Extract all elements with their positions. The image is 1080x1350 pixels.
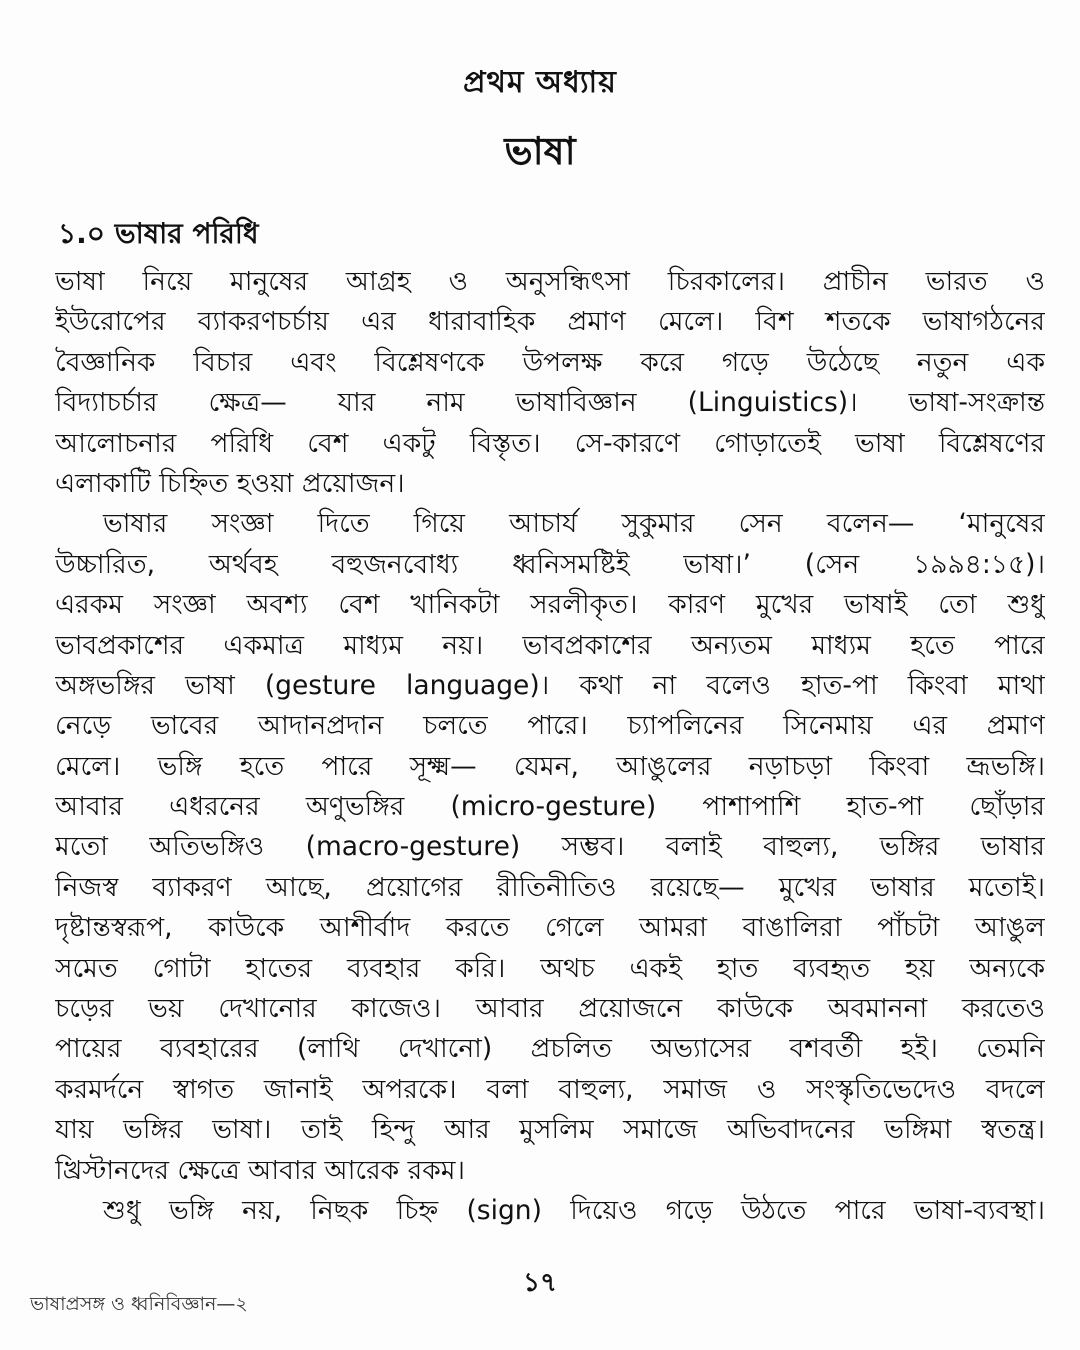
text-line: করমর্দনে স্বাগত জানাই অপরকে। বলা বাহুল্য, সমাজ ও সংস্কৃতিভেদেও বদলে xyxy=(55,1073,1045,1105)
text-line: মতো অতিভঙ্গিও (macro-gesture) সম্ভব। বলাই বাহুল্য, ভঙ্গির ভাষার xyxy=(55,831,1045,863)
text-line: নিজস্ব ব্যাকরণ আছে, প্রয়োগের রীতিনীতিও রয়েছে— মুখের ভাষার মতোই। xyxy=(55,871,1045,903)
text-line: বিদ্যাচর্চার ক্ষেত্র— যার নাম ভাষাবিজ্ঞান (Linguistics)। ভাষা-সংক্রান্ত xyxy=(55,387,1045,419)
text-line: মেলে। ভঙ্গি হতে পারে সূক্ষ্ম— যেমন, আঙুলের নড়াচড়া কিংবা ভ্রূভঙ্গি। xyxy=(55,750,1045,782)
text-line: আবার এধরনের অণুভঙ্গির (micro-gesture) পাশাপাশি হাত-পা ছোঁড়ার xyxy=(55,791,1045,823)
text-line: বৈজ্ঞানিক বিচার এবং বিশ্লেষণকে উপলক্ষ করে গড়ে উঠেছে নতুন এক xyxy=(55,346,1045,378)
text-line: আলোচনার পরিধি বেশ একটু বিস্তৃত। সে-কারণে গোড়াতেই ভাষা বিশ্লেষণের xyxy=(55,427,1045,459)
text-line: শুধু ভঙ্গি নয়, নিছক চিহ্ন (sign) দিয়েও গড়ে উঠতে পারে ভাষা-ব্যবস্থা। xyxy=(103,1194,1045,1226)
text-line: ভাষার সংজ্ঞা দিতে গিয়ে আচার্য সুকুমার সেন বলেন— ‘মানুষের xyxy=(103,508,1045,540)
text-line: ভাবপ্রকাশের একমাত্র মাধ্যম নয়। ভাবপ্রকাশের অন্যতম মাধ্যম হতে পারে xyxy=(55,629,1045,661)
section-heading: ১.০ ভাষার পরিধি xyxy=(58,217,259,250)
text-line: ইউরোপের ব্যাকরণচর্চায় এর ধারাবাহিক প্রমাণ মেলে। বিশ শতকে ভাষাগঠনের xyxy=(55,306,1045,338)
chapter-title: ভাষা xyxy=(504,129,576,173)
text-line: দৃষ্টান্তস্বরূপ, কাউকে আশীর্বাদ করতে গেলে আমরা বাঙালিরা পাঁচটা আঙুল xyxy=(55,912,1045,944)
text-line: নেড়ে ভাবের আদানপ্রদান চলতে পারে। চ্যাপলিনের সিনেমায় এর প্রমাণ xyxy=(55,710,1045,742)
text-line: চড়ের ভয় দেখানোর কাজেও। আবার প্রয়োজনে কাউকে অবমাননা করতেও xyxy=(55,993,1045,1025)
text-line: খ্রিস্টানদের ক্ষেত্রে আবার আরেক রকম। xyxy=(55,1154,465,1186)
page-number: ১৭ xyxy=(523,1268,557,1298)
text-line: অঙ্গভঙ্গির ভাষা (gesture language)। কথা না বলেও হাত-পা কিংবা মাথা xyxy=(55,669,1045,701)
book-signature: ভাষাপ্রসঙ্গ ও ধ্বনিবিজ্ঞান—২ xyxy=(30,1293,248,1315)
body-text xyxy=(55,262,1045,1231)
text-line: সমেত গোটা হাতের ব্যবহার করি। অথচ একই হাত ব্যবহৃত হয় অন্যকে xyxy=(55,952,1045,984)
text-line: উচ্চারিত, অর্থবহ বহুজনবোধ্য ধ্বনিসমষ্টিই ভাষা।’ (সেন ১৯৯৪:১৫)। xyxy=(55,548,1045,580)
text-line: যায় ভঙ্গির ভাষা। তাই হিন্দু আর মুসলিম সমাজে অভিবাদনের ভঙ্গিমা স্বতন্ত্র। xyxy=(55,1114,1045,1146)
text-line: এরকম সংজ্ঞা অবশ্য বেশ খানিকটা সরলীকৃত। কারণ মুখের ভাষাই তো শুধু xyxy=(55,589,1045,621)
text-line: এলাকাটি চিহ্নিত হওয়া প্রয়োজন। xyxy=(55,467,405,499)
text-line: ভাষা নিয়ে মানুষের আগ্রহ ও অনুসন্ধিৎসা চিরকালের। প্রাচীন ভারত ও xyxy=(55,266,1045,297)
text-line: পায়ের ব্যবহারের (লাথি দেখানো) প্রচলিত অভ্যাসের বশবর্তী হই। তেমনি xyxy=(55,1033,1045,1065)
chapter-label: প্রথম অধ্যায় xyxy=(463,65,617,100)
